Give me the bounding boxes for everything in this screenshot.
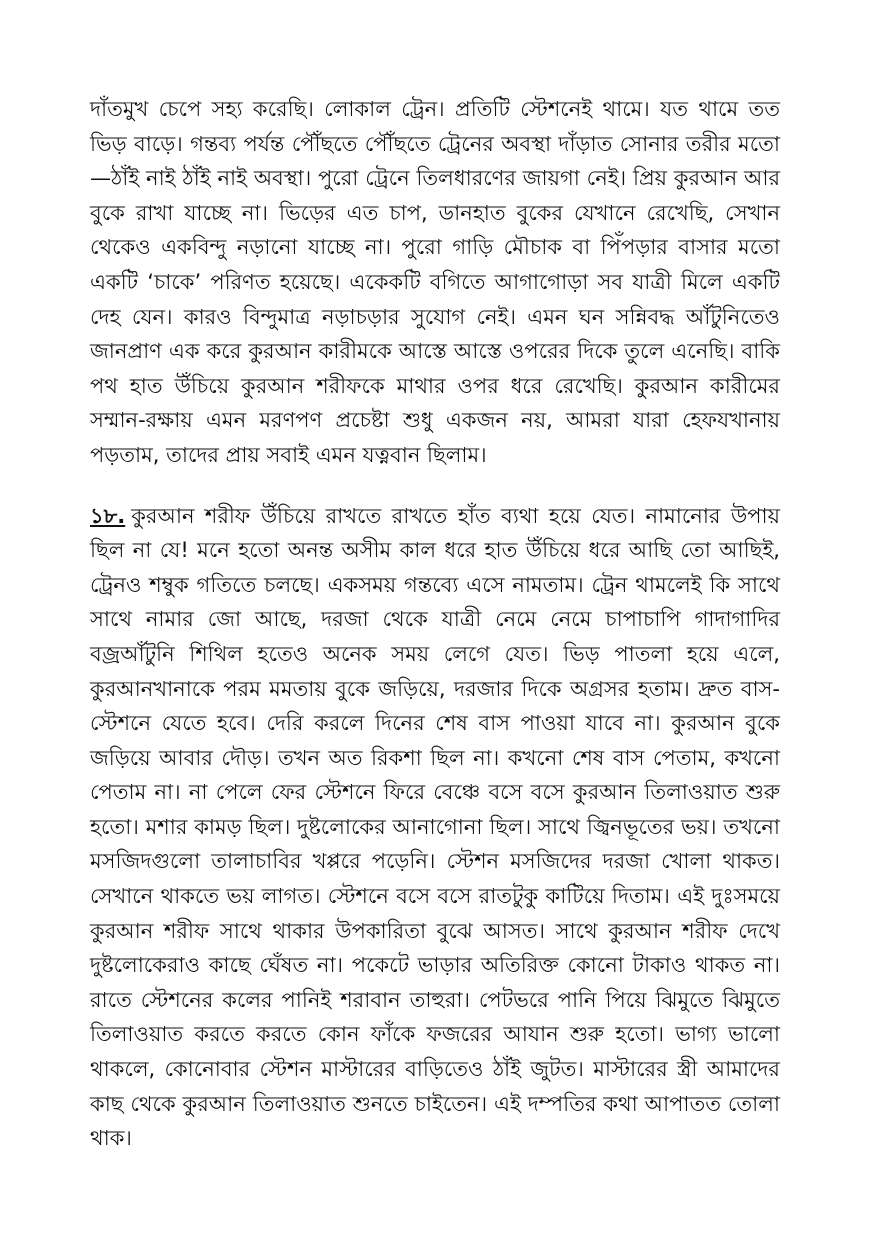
section-number: ১৮.: [90, 503, 126, 528]
paragraph-2: [90, 499, 780, 1156]
document-page: [90, 92, 780, 1156]
paragraph-2-text: কুরআন শরীফ উঁচিয়ে রাখতে রাখতে হাঁত ব্যথা হয়ে যেত। নামানোর উপায় ছিল না যে! মনে হতো অনন্ত অসীম কাল ধরে হাত উঁচিয়ে ধরে আছি তো আছিই, ট্রেনও শম্বুক গতিতে চলছে। একসময় গন্তব্যে এসে নামতাম। ট্রেন থামলেই কি সাথে সাথে নামার জো আছে, দরজা থেকে যাত্রী নেমে নেমে চাপাচাপি গাদাগাদির বজ্রআঁটুনি শিথিল হতেও অনেক সময় লেগে যেত। ভিড় পাতলা হয়ে এলে, কুরআনখানাকে পরম মমতায় বুকে জড়িয়ে, দরজার দিকে অগ্রসর হতাম। দ্রুত বাস-স্টেশনে যেতে হবে। দেরি করলে দিনের শেষ বাস পাওয়া যাবে না। কুরআন বুকে জড়িয়ে আবার দৌড়। তখন অত রিকশা ছিল না। কখনো শেষ বাস পেতাম, কখনো পেতাম না। না পেলে ফের স্টেশনে ফিরে বেঞ্চে বসে বসে কুরআন তিলাওয়াত শুরু হতো। মশার কামড় ছিল। দুষ্টলোকের আনাগোনা ছিল। সাথে জ্বিনভূতের ভয়। তখনো মসজিদগুলো তালাচাবির খপ্পরে পড়েনি। স্টেশন মসজিদের দরজা খোলা থাকত। সেখানে থাকতে ভয় লাগত। স্টেশনে বসে বসে রাতটুকু কাটিয়ে দিতাম। এই দুঃসময়ে কুরআন শরীফ সাথে থাকার উপকারিতা বুঝে আসত। সাথে কুরআন শরীফ দেখে দুষ্টলোকেরাও কাছে ঘেঁষত না। পকেটে ভাড়ার অতিরিক্ত কোনো টাকাও থাকত না। রাতে স্টেশনের কলের পানিই শরাবান তাহুরা। পেটভরে পানি পিয়ে ঝিমুতে ঝিমুতে তিলাওয়াত করতে করতে কোন ফাঁকে ফজরের আযান শুরু হতো। ভাগ্য ভালো থাকলে, কোনোবার স্টেশন মাস্টারের বাড়িতেও ঠাঁই জুটত। মাস্টারের স্ত্রী আমাদের কাছ থেকে কুরআন তিলাওয়াত শুনতে চাইতেন। এই দম্পতির কথা আপাতত তোলা থাক।: [90, 503, 780, 1151]
paragraph-1: দাঁতমুখ চেপে সহ্য করেছি। লোকাল ট্রেন। প্রতিটি স্টেশনেই থামে। যত থামে তত ভিড় বাড়ে। গন্তব্য পর্যন্ত পৌঁছতে পৌঁছতে ট্রেনের অবস্থা দাঁড়াত সোনার তরীর মতো—ঠাঁই নাই ঠাঁই নাই অবস্থা। পুরো ট্রেনে তিলধারণের জায়গা নেই। প্রিয় কুরআন আর বুকে রাখা যাচ্ছে না। ভিড়ের এত চাপ, ডানহাত বুকের যেখানে রেখেছি, সেখান থেকেও একবিন্দু নড়ানো যাচ্ছে না। পুরো গাড়ি মৌচাক বা পিঁপড়ার বাসার মতো একটি ‘চাকে’ পরিণত হয়েছে। একেকটি বগিতে আগাগোড়া সব যাত্রী মিলে একটি দেহ যেন। কারও বিন্দুমাত্র নড়াচড়ার সুযোগ নেই। এমন ঘন সন্নিবদ্ধ আঁটুনিতেও জানপ্রাণ এক করে কুরআন কারীমকে আস্তে আস্তে ওপরের দিকে তুলে এনেছি। বাকি পথ হাত উঁচিয়ে কুরআন শরীফকে মাথার ওপর ধরে রেখেছি। কুরআন কারীমের সম্মান-রক্ষায় এমন মরণপণ প্রচেষ্টা শুধু একজন নয়, আমরা যারা হেফযখানায় পড়তাম, তাদের প্রায় সবাই এমন যত্নবান ছিলাম।: [90, 97, 780, 467]
